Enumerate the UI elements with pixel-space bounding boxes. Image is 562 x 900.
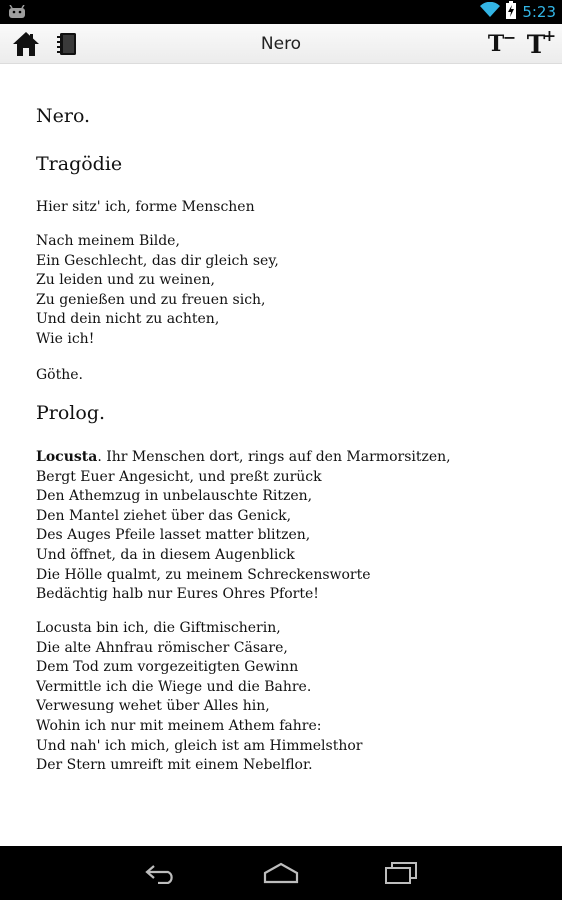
verse-line: Und nah' ich mich, gleich ist am Himmelsthor xyxy=(36,737,363,754)
verse-line: Bergt Euer Angesicht, und preßt zurück xyxy=(36,468,322,485)
verse-line: Wohin ich nur mit meinem Athem fahre: xyxy=(36,717,322,734)
section-heading: Prolog. xyxy=(36,402,106,424)
book-subtitle: Tragödie xyxy=(36,153,123,175)
back-icon xyxy=(144,862,178,884)
prolog-speech-2 xyxy=(36,619,362,776)
book-heading: Nero. xyxy=(36,105,91,127)
verse-line: Ein Geschlecht, das dir gleich sey, xyxy=(36,252,279,269)
font-decrease-icon: T − xyxy=(487,28,517,57)
clock: 5:23 xyxy=(522,3,556,21)
home-outline-icon xyxy=(263,862,299,884)
book-title: Nero xyxy=(260,34,302,54)
verse-line: Der Stern umreift mit einem Nebelflor. xyxy=(36,757,313,774)
verse-line: Zu genießen und zu freuen sich, xyxy=(36,291,266,308)
status-icons xyxy=(480,0,556,24)
verse-line: Den Mantel ziehet über das Genick, xyxy=(36,507,292,524)
verse-line: Wie ich! xyxy=(36,330,95,347)
motto-author: Göthe. xyxy=(36,367,83,383)
verse-line: Und dein nicht zu achten, xyxy=(36,311,220,328)
font-increase-icon: T + xyxy=(526,25,557,59)
decrease-font-button[interactable] xyxy=(480,28,517,60)
verse-line: Nach meinem Bilde, xyxy=(36,233,180,249)
verse-line: Dem Tod zum vorgezeitigten Gewinn xyxy=(36,659,299,676)
verse-line: Des Auges Pfeile lasset matter blitzen, xyxy=(36,527,311,544)
verse-line: Zu leiden und zu weinen, xyxy=(36,272,215,289)
wifi-icon xyxy=(480,2,500,22)
verse-line: Und öffnet, da in diesem Augenblick xyxy=(36,546,295,563)
android-notification-icon xyxy=(8,4,26,23)
status-bar xyxy=(0,0,562,24)
verse-line: Die Hölle qualmt, zu meinem Schreckensworte xyxy=(36,566,371,583)
verse-line: Den Athemzug in unbelauschte Ritzen, xyxy=(36,488,313,505)
verse-line: Verwesung wehet über Alles hin, xyxy=(36,698,270,715)
table-of-contents-button[interactable] xyxy=(51,28,83,60)
back-button[interactable] xyxy=(137,858,185,888)
recents-icon xyxy=(384,862,418,884)
motto-verse xyxy=(36,232,279,350)
prolog-speech-1 xyxy=(36,448,451,605)
verse-line: Locusta. Ihr Menschen dort, rings auf den Marmorsitzen, xyxy=(36,449,451,465)
battery-charging-icon xyxy=(506,1,516,23)
verse-line: Bedächtig halb nur Eures Ohres Pforte! xyxy=(36,586,319,603)
verse-line: Die alte Ahnfrau römischer Cäsare, xyxy=(36,639,288,656)
verse-line: Vermittle ich die Wiege und die Bahre. xyxy=(36,678,312,695)
recent-apps-button[interactable] xyxy=(377,858,425,888)
home-icon xyxy=(12,31,40,57)
system-home-button[interactable] xyxy=(257,858,305,888)
verse-line: Locusta bin ich, die Giftmischerin, xyxy=(36,620,281,636)
increase-font-button[interactable] xyxy=(520,25,557,60)
notebook-icon xyxy=(57,32,77,56)
motto-intro: Hier sitz' ich, forme Menschen xyxy=(36,199,255,215)
system-navigation-bar xyxy=(0,846,562,900)
speaker-name: Locusta xyxy=(36,449,98,465)
home-button[interactable] xyxy=(10,28,42,60)
reader-content[interactable] xyxy=(36,64,536,846)
action-bar xyxy=(0,24,562,64)
